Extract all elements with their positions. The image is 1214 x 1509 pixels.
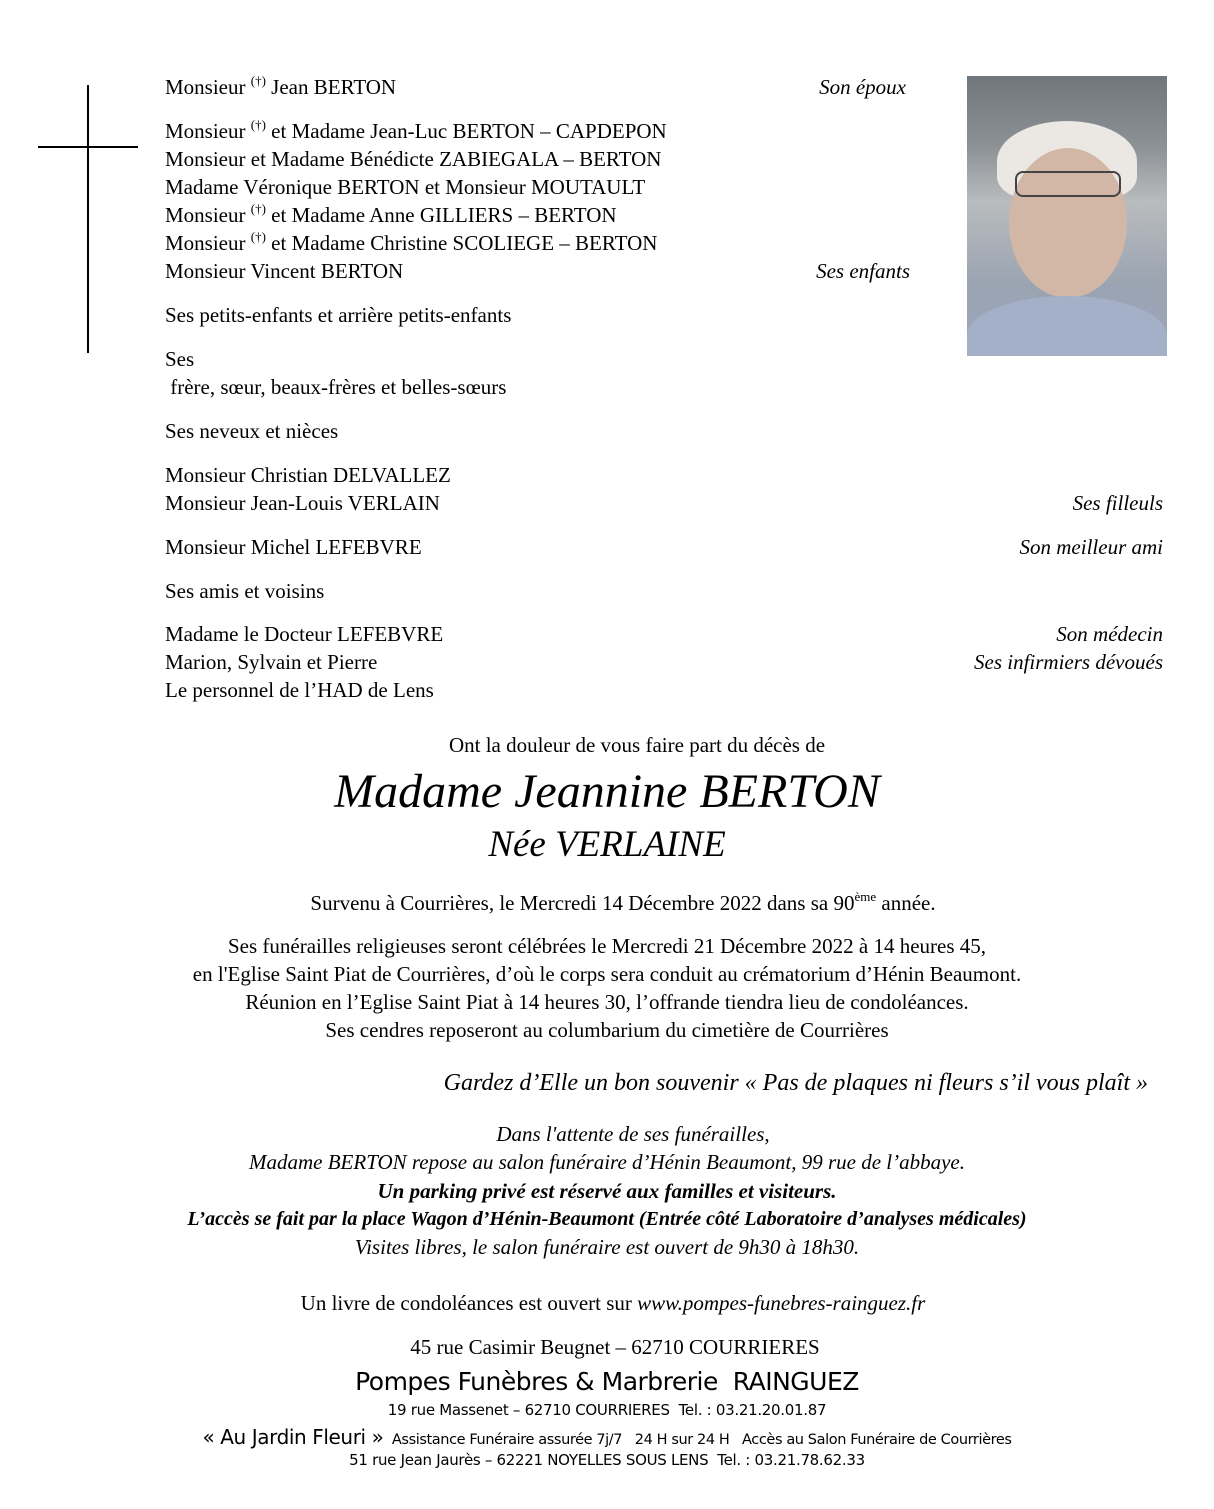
rest-line: Visites libres, le salon funéraire est ouvert de 9h30 à 18h30.: [354, 1235, 860, 1259]
family-line: Le personnel de l’HAD de Lens: [165, 678, 434, 702]
relation-label: Son époux: [819, 75, 906, 99]
family-line: Monsieur (†) et Madame Anne GILLIERS – BERTON: [165, 201, 617, 227]
family-line: Monsieur (†) et Madame Christine SCOLIEGE – BERTON: [165, 229, 658, 255]
footer-line: « Au Jardin Fleuri » Assistance Funéraire assurée 7j/7 24 H sur 24 H Accès au Salon Funéraire de Courrières: [202, 1425, 1012, 1449]
family-line: Ses amis et voisins: [165, 579, 325, 603]
family-line: Madame Véronique BERTON et Monsieur MOUTAULT: [165, 175, 646, 199]
funeral-line: Ses cendres reposeront au columbarium du cimetière de Courrières: [325, 1018, 889, 1042]
maiden-name: Née VERLAINE: [488, 824, 726, 865]
family-line: Ses neveux et nièces: [165, 419, 339, 443]
wish-text: Gardez d’Elle un bon souvenir « Pas de plaques ni fleurs s’il vous plaît »: [443, 1070, 1148, 1096]
intro-text: Ont la douleur de vous faire part du décès de: [448, 733, 826, 757]
death-info: Survenu à Courrières, le Mercredi 14 Décembre 2022 dans sa 90ème année.: [310, 889, 936, 915]
company-name: Pompes Funèbres & Marbrerie RAINGUEZ: [355, 1367, 859, 1396]
family-line: Marion, Sylvain et Pierre: [165, 650, 378, 674]
family-line: frère, sœur, beaux-frères et belles-sœurs: [165, 375, 507, 399]
condolences-link[interactable]: www.pompes-funebres-rainguez.fr: [637, 1291, 926, 1315]
rest-line: L’accès se fait par la place Wagon d’Hénin-Beaumont (Entrée côté Laboratoire d’analyses médicales): [187, 1208, 1027, 1230]
family-line: Monsieur Christian DELVALLEZ: [165, 463, 451, 487]
family-line: Madame le Docteur LEFEBVRE: [165, 622, 444, 646]
relation-label: Ses infirmiers dévoués: [974, 650, 1163, 674]
family-line: Ses petits-enfants et arrière petits-enfants: [165, 303, 512, 327]
family-line: Monsieur et Madame Bénédicte ZABIEGALA – BERTON: [165, 147, 662, 171]
family-line: Monsieur Jean-Louis VERLAIN: [165, 491, 440, 515]
deceased-name: Madame Jeannine BERTON: [334, 765, 880, 818]
relation-label: Son meilleur ami: [1019, 535, 1163, 559]
cross-horizontal: [38, 146, 138, 148]
funeral-line: Réunion en l’Eglise Saint Piat à 14 heures 30, l’offrande tiendra lieu de condoléances.: [245, 990, 969, 1014]
family-line: Monsieur (†) Jean BERTON: [165, 73, 397, 99]
family-line: Monsieur Michel LEFEBVRE: [165, 535, 422, 559]
funeral-line: en l'Eglise Saint Piat de Courrières, d’où le corps sera conduit au crématorium d’Hénin Beaumont.: [192, 962, 1022, 986]
cross-vertical: [87, 85, 89, 353]
relation-label: Ses enfants: [816, 259, 910, 283]
rest-line: Un parking privé est réservé aux familles et visiteurs.: [377, 1179, 837, 1203]
funeral-line: Ses funérailles religieuses seront célébrées le Mercredi 21 Décembre 2022 à 14 heures 45,: [227, 934, 987, 958]
family-line: Monsieur Vincent BERTON: [165, 259, 404, 283]
rest-line: Madame BERTON repose au salon funéraire d’Hénin Beaumont, 99 rue de l’abbaye.: [248, 1150, 966, 1174]
condolences-text: Un livre de condoléances est ouvert sur www.pompes-funebres-rainguez.fr: [300, 1291, 926, 1315]
rest-line: Dans l'attente de ses funérailles,: [496, 1122, 770, 1146]
footer-address: 45 rue Casimir Beugnet – 62710 COURRIERES: [410, 1335, 820, 1359]
relation-label: Son médecin: [1056, 622, 1163, 646]
portrait-photo: [967, 76, 1167, 356]
footer-line: 19 rue Massenet – 62710 COURRIERES Tel. : 03.21.20.01.87: [387, 1401, 827, 1419]
family-line: Monsieur (†) et Madame Jean-Luc BERTON – CAPDEPON: [165, 117, 667, 143]
footer-line: 51 rue Jean Jaurès – 62221 NOYELLES SOUS LENS Tel. : 03.21.78.62.33: [349, 1451, 865, 1469]
relation-label: Ses filleuls: [1072, 491, 1163, 515]
family-line: Ses: [165, 347, 195, 371]
